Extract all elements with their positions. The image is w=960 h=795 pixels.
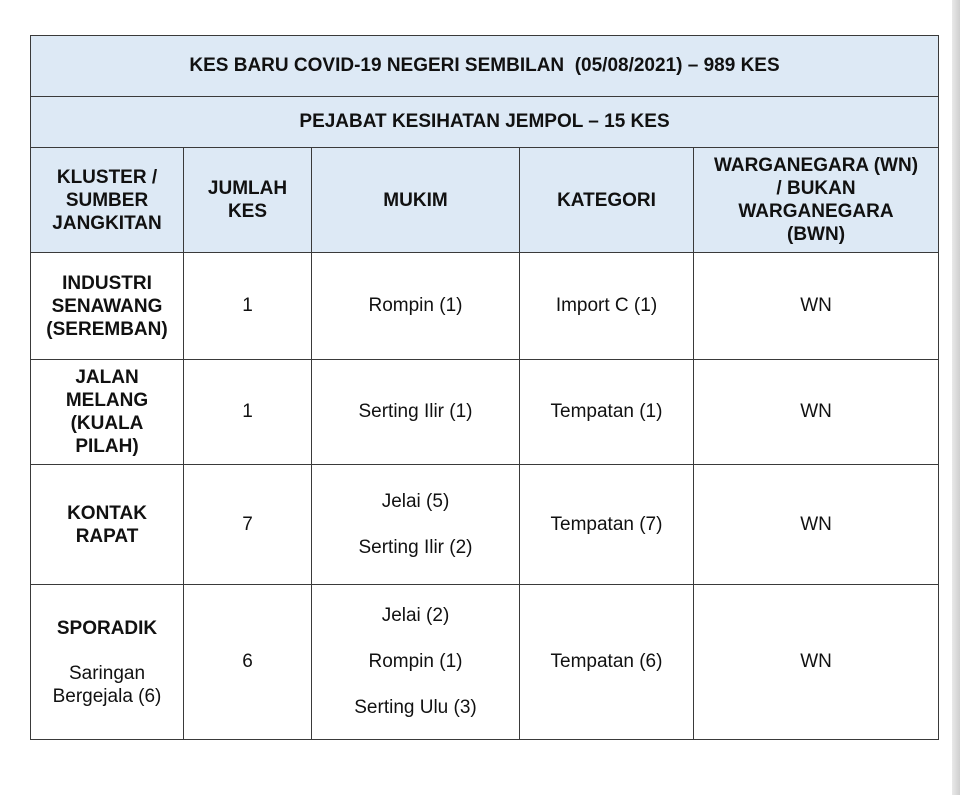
mukim-entry: Serting Ilir (2) bbox=[358, 536, 473, 558]
status-cell: WN bbox=[694, 465, 939, 585]
kategori-cell: Tempatan (1) bbox=[520, 360, 694, 465]
source-line: PILAH) bbox=[75, 436, 139, 457]
source-line: JALAN bbox=[75, 367, 139, 388]
mukim-cell bbox=[312, 585, 520, 740]
header-mukim: MUKIM bbox=[312, 148, 520, 253]
status-cell: WN bbox=[694, 253, 939, 360]
count-cell: 7 bbox=[184, 465, 312, 585]
covid-case-table bbox=[30, 35, 939, 740]
header-citizenship-line: WARGANEGARA (WN) bbox=[713, 155, 919, 176]
header-count-line: KES bbox=[227, 201, 268, 222]
header-kategori: KATEGORI bbox=[520, 148, 694, 253]
source-spacer bbox=[35, 640, 179, 662]
kategori-cell: Import C (1) bbox=[520, 253, 694, 360]
mukim-entry: Jelai (2) bbox=[381, 605, 450, 626]
header-citizenship-line: WARGANEGARA bbox=[738, 201, 894, 222]
mukim-cell bbox=[312, 253, 520, 360]
source-cell bbox=[31, 465, 184, 585]
kategori-cell: Tempatan (6) bbox=[520, 585, 694, 740]
header-row bbox=[31, 148, 939, 253]
report-title: KES BARU COVID-19 NEGERI SEMBILAN (05/08/2021) – 989 KES bbox=[31, 36, 939, 97]
header-source-line: SUMBER bbox=[65, 189, 149, 211]
count-cell: 1 bbox=[184, 253, 312, 360]
source-note-line: Bergejala (6) bbox=[52, 685, 162, 707]
source-line: SPORADIK bbox=[56, 617, 158, 639]
subtitle-row bbox=[31, 97, 939, 148]
source-line: MELANG bbox=[65, 390, 149, 411]
table-row bbox=[31, 585, 939, 740]
page-edge bbox=[952, 0, 960, 795]
header-count-line: JUMLAH bbox=[207, 178, 288, 199]
mukim-entry: Serting Ulu (3) bbox=[354, 697, 477, 718]
header-citizenship-line: / BUKAN bbox=[776, 178, 856, 199]
source-line: (KUALA bbox=[70, 413, 144, 434]
title-row bbox=[31, 36, 939, 97]
count-cell: 6 bbox=[184, 585, 312, 740]
mukim-cell bbox=[312, 360, 520, 465]
source-line: RAPAT bbox=[75, 525, 139, 547]
source-line: (SEREMBAN) bbox=[46, 318, 168, 340]
source-line: INDUSTRI bbox=[62, 272, 152, 294]
status-cell: WN bbox=[694, 360, 939, 465]
mukim-entry: Serting Ilir (1) bbox=[358, 401, 473, 422]
table-row bbox=[31, 465, 939, 585]
mukim-entry: Rompin (1) bbox=[368, 651, 463, 672]
mukim-entry: Rompin (1) bbox=[368, 295, 463, 316]
table-row bbox=[31, 360, 939, 465]
header-citizenship bbox=[694, 148, 939, 253]
kategori-cell: Tempatan (7) bbox=[520, 465, 694, 585]
source-line: SENAWANG bbox=[51, 295, 163, 317]
source-line: KONTAK bbox=[67, 502, 147, 524]
header-count bbox=[184, 148, 312, 253]
header-source-line: KLUSTER / bbox=[56, 166, 158, 188]
status-cell: WN bbox=[694, 585, 939, 740]
header-source-line: JANGKITAN bbox=[52, 212, 162, 234]
header-citizenship-line: (BWN) bbox=[787, 224, 846, 245]
mukim-cell bbox=[312, 465, 520, 585]
count-cell: 1 bbox=[184, 360, 312, 465]
table-row bbox=[31, 253, 939, 360]
source-note-line: Saringan bbox=[68, 662, 146, 684]
source-cell bbox=[31, 360, 184, 465]
report-subtitle: PEJABAT KESIHATAN JEMPOL – 15 KES bbox=[31, 97, 939, 148]
mukim-entry: Jelai (5) bbox=[381, 490, 450, 512]
source-cell bbox=[31, 253, 184, 360]
source-cell bbox=[31, 585, 184, 740]
header-source bbox=[31, 148, 184, 253]
